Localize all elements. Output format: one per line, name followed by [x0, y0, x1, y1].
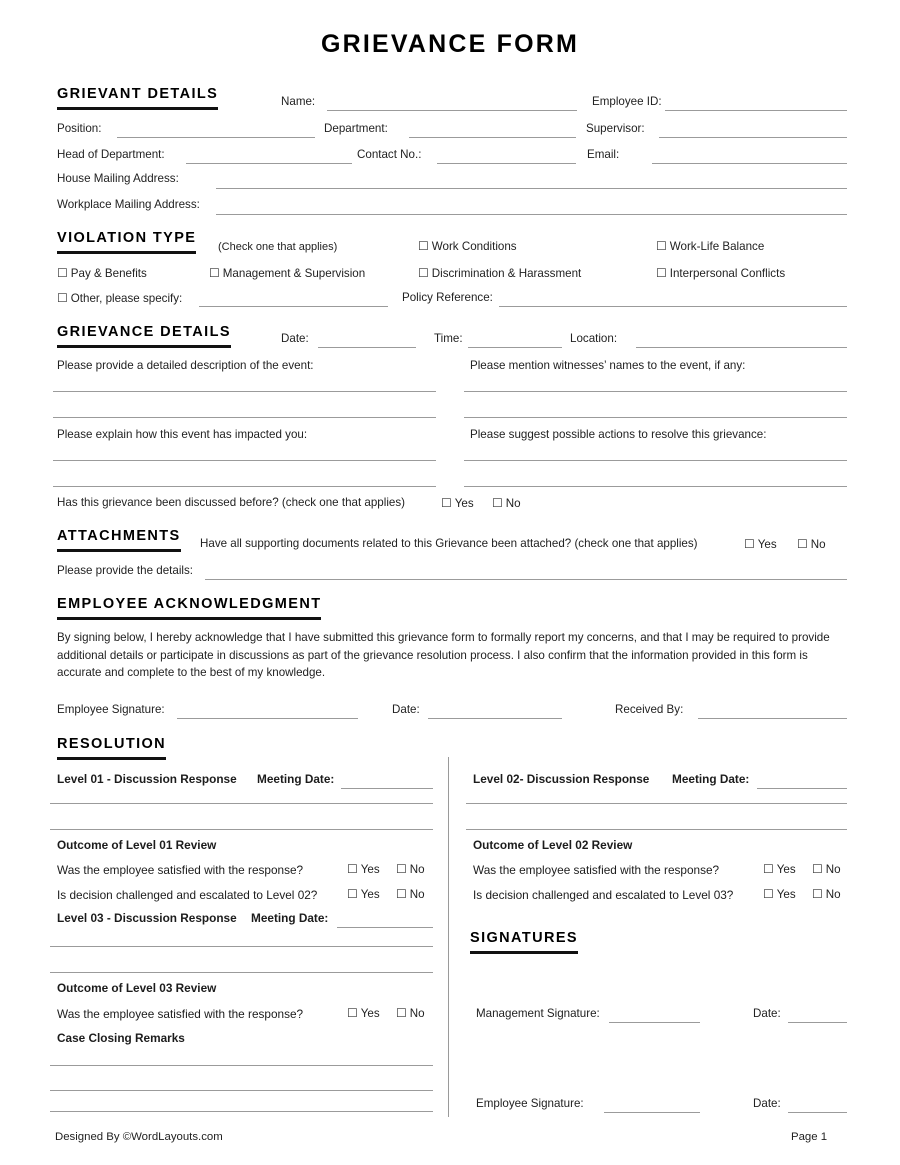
checkbox-level02-satisfied-no[interactable]: [812, 862, 841, 876]
input-policy-reference[interactable]: [499, 306, 847, 307]
checkbox-discrimination-and-harassment[interactable]: [418, 266, 581, 280]
input-email[interactable]: [652, 163, 847, 164]
checkbox-label: Management & Supervision: [222, 267, 366, 280]
checkbox-icon: ☐: [396, 862, 407, 876]
label-grievance-location: Location:: [570, 332, 618, 345]
checkbox-label: No: [409, 1007, 425, 1020]
input-grievance-location[interactable]: [636, 347, 847, 348]
level03-outcome-title: Outcome of Level 03 Review: [57, 981, 217, 995]
input-contact-no[interactable]: [437, 163, 576, 164]
label-attachments-question: Have all supporting documents related to this Grievance been attached? (check one that applies): [200, 537, 698, 550]
checkbox-icon: ☐: [57, 291, 68, 305]
checkbox-other-please-specify[interactable]: [57, 291, 182, 305]
label-signatures-employee-date: Date:: [753, 1097, 781, 1110]
section-heading-violation-type: VIOLATION TYPE: [57, 230, 196, 254]
label-policy-reference: Policy Reference:: [402, 291, 493, 304]
checkbox-label: Pay & Benefits: [70, 267, 147, 280]
label-department: Department:: [324, 122, 388, 135]
label-attachment-details: Please provide the details:: [57, 564, 193, 577]
input-position[interactable]: [117, 137, 315, 138]
checkbox-label: Yes: [757, 538, 777, 551]
checkbox-label: Other, please specify:: [70, 292, 183, 305]
checkbox-label: No: [409, 888, 425, 901]
checkbox-level03-satisfied-yes[interactable]: [347, 1006, 380, 1020]
checkbox-icon: ☐: [57, 266, 68, 280]
checkbox-icon: ☐: [441, 496, 452, 510]
input-witnesses-line-1[interactable]: [464, 391, 847, 392]
level03-question-satisfied: Was the employee satisfied with the response?: [57, 1007, 304, 1021]
checkbox-label: Yes: [776, 863, 796, 876]
checkbox-label: Yes: [360, 888, 380, 901]
checkbox-icon: ☐: [763, 887, 774, 901]
input-management-signature[interactable]: [609, 1022, 700, 1023]
level03-title: Level 03 - Discussion Response: [57, 911, 237, 925]
input-received-by[interactable]: [698, 718, 847, 719]
checkbox-discussed-before-no[interactable]: [492, 496, 521, 510]
label-discussed-before: Has this grievance been discussed before? (check one that applies): [57, 496, 406, 509]
level02-outcome-title: Outcome of Level 02 Review: [473, 838, 633, 852]
checkbox-icon: ☐: [209, 266, 220, 280]
input-level02-response-line-2[interactable]: [466, 829, 847, 830]
prompt-impact: Please explain how this event has impacted you:: [57, 428, 308, 441]
checkbox-label: Yes: [776, 888, 796, 901]
checkbox-level02-escalated-no[interactable]: [812, 887, 841, 901]
checkbox-icon: ☐: [347, 887, 358, 901]
section-heading-grievance-details: GRIEVANCE DETAILS: [57, 324, 231, 348]
checkbox-icon: ☐: [812, 862, 823, 876]
level03-meeting-date-label: Meeting Date:: [251, 911, 329, 925]
input-acknowledgment-date[interactable]: [428, 718, 562, 719]
section-heading-attachments: ATTACHMENTS: [57, 528, 181, 552]
checkbox-label: No: [409, 863, 425, 876]
level01-question-satisfied: Was the employee satisfied with the response?: [57, 863, 304, 877]
input-level01-response-line-2[interactable]: [50, 829, 433, 830]
section-heading-employee-acknowledgment: EMPLOYEE ACKNOWLEDGMENT: [57, 596, 321, 620]
checkbox-icon: ☐: [396, 1006, 407, 1020]
checkbox-label: Interpersonal Conflicts: [669, 267, 786, 280]
checkbox-icon: ☐: [763, 862, 774, 876]
input-supervisor[interactable]: [659, 137, 847, 138]
checkbox-management-and-supervision[interactable]: [209, 266, 365, 280]
checkbox-icon: ☐: [347, 862, 358, 876]
checkbox-icon: ☐: [418, 266, 429, 280]
checkbox-level02-escalated-yes[interactable]: [763, 887, 796, 901]
input-name[interactable]: [327, 110, 577, 111]
checkbox-icon: ☐: [347, 1006, 358, 1020]
checkbox-work-life-balance[interactable]: [656, 239, 764, 253]
label-email: Email:: [587, 148, 620, 161]
checkbox-label: Yes: [360, 1007, 380, 1020]
checkbox-label: Work-Life Balance: [669, 240, 765, 253]
level02-meeting-date-label: Meeting Date:: [672, 772, 750, 786]
label-employee-id: Employee ID:: [592, 95, 662, 108]
input-case-closing-line-2[interactable]: [50, 1090, 433, 1091]
level01-title: Level 01 - Discussion Response: [57, 772, 237, 786]
section-heading-resolution: RESOLUTION: [57, 736, 166, 760]
level02-question-satisfied: Was the employee satisfied with the response?: [473, 863, 720, 877]
checkbox-label: No: [810, 538, 826, 551]
checkbox-level01-satisfied-yes[interactable]: [347, 862, 380, 876]
label-acknowledgment-date: Date:: [392, 703, 420, 716]
checkbox-label: No: [505, 497, 521, 510]
input-actions-line-2[interactable]: [464, 486, 847, 487]
checkbox-attachments-yes[interactable]: [744, 537, 777, 551]
level01-question-escalated: Is decision challenged and escalated to Level 02?: [57, 888, 318, 902]
checkbox-level03-satisfied-no[interactable]: [396, 1006, 425, 1020]
label-management-date: Date:: [753, 1007, 781, 1020]
checkbox-icon: ☐: [812, 887, 823, 901]
prompt-actions: Please suggest possible actions to resolve this grievance:: [470, 428, 767, 441]
input-witnesses-line-2[interactable]: [464, 417, 847, 418]
label-supervisor: Supervisor:: [586, 122, 645, 135]
label-grievance-time: Time:: [434, 332, 463, 345]
input-workplace-mailing-address[interactable]: [216, 214, 847, 215]
input-management-date[interactable]: [788, 1022, 847, 1023]
checkbox-icon: ☐: [418, 239, 429, 253]
input-other-specify[interactable]: [199, 306, 388, 307]
input-impact-line-2[interactable]: [53, 486, 436, 487]
acknowledgment-paragraph: By signing below, I hereby acknowledge that I have submitted this grievance form to formally report my concerns, and that I may be required to provide additional details or participate in discussions as part of the grievance resolution process. I also confirm that the information provided in this form is accurate and complete to the best of my knowledge.: [57, 631, 830, 679]
checkbox-interpersonal-conflicts[interactable]: [656, 266, 785, 280]
checkbox-label: No: [825, 863, 841, 876]
input-level02-meeting-date[interactable]: [757, 788, 847, 789]
checkbox-label: Work Conditions: [431, 240, 517, 253]
prompt-description: Please provide a detailed description of the event:: [57, 359, 314, 372]
label-house-mailing-address: House Mailing Address:: [57, 172, 179, 185]
input-level01-response-line-1[interactable]: [50, 803, 433, 804]
checkbox-level02-satisfied-yes[interactable]: [763, 862, 796, 876]
input-grievance-time[interactable]: [468, 347, 562, 348]
input-house-mailing-address[interactable]: [216, 188, 847, 189]
checkbox-pay-and-benefits[interactable]: [57, 266, 147, 280]
label-workplace-mailing-address: Workplace Mailing Address:: [57, 198, 200, 211]
footer-designed-by: Designed By ©WordLayouts.com: [55, 1131, 223, 1143]
section-heading-grievant-details: GRIEVANT DETAILS: [57, 86, 218, 110]
checkbox-label: No: [825, 888, 841, 901]
input-head-of-department[interactable]: [186, 163, 352, 164]
label-position: Position:: [57, 122, 102, 135]
checkbox-work-conditions[interactable]: [418, 239, 517, 253]
input-description-line-2[interactable]: [53, 417, 436, 418]
input-level02-response-line-1[interactable]: [466, 803, 847, 804]
section-heading-signatures: SIGNATURES: [470, 930, 578, 954]
input-case-closing-line-3[interactable]: [50, 1111, 433, 1112]
input-level03-response-line-1[interactable]: [50, 946, 433, 947]
checkbox-label: Discrimination & Harassment: [431, 267, 582, 280]
checkbox-level01-satisfied-no[interactable]: [396, 862, 425, 876]
input-signatures-employee-date[interactable]: [788, 1112, 847, 1113]
input-attachment-details[interactable]: [205, 579, 847, 580]
checkbox-label: Yes: [454, 497, 474, 510]
checkbox-icon: ☐: [656, 239, 667, 253]
level02-question-escalated: Is decision challenged and escalated to Level 03?: [473, 888, 734, 902]
checkbox-level01-escalated-yes[interactable]: [347, 887, 380, 901]
input-case-closing-line-1[interactable]: [50, 1065, 433, 1066]
label-employee-signature: Employee Signature:: [57, 703, 165, 716]
input-level03-meeting-date[interactable]: [337, 927, 433, 928]
page-title: GRIEVANCE FORM: [320, 30, 580, 58]
checkbox-attachments-no[interactable]: [797, 537, 826, 551]
case-closing-remarks-title: Case Closing Remarks: [57, 1031, 185, 1045]
level02-title: Level 02- Discussion Response: [473, 772, 650, 786]
label-grievance-date: Date:: [281, 332, 309, 345]
checkbox-icon: ☐: [797, 537, 808, 551]
input-description-line-1[interactable]: [53, 391, 436, 392]
input-impact-line-1[interactable]: [53, 460, 436, 461]
input-level01-meeting-date[interactable]: [341, 788, 433, 789]
resolution-column-divider: [448, 757, 449, 1117]
checkbox-label: Yes: [360, 863, 380, 876]
input-grievance-date[interactable]: [318, 347, 416, 348]
checkbox-icon: ☐: [744, 537, 755, 551]
input-employee-id[interactable]: [665, 110, 847, 111]
checkbox-icon: ☐: [656, 266, 667, 280]
checkbox-discussed-before-yes[interactable]: [441, 496, 474, 510]
label-head-of-department: Head of Department:: [57, 148, 165, 161]
label-name: Name:: [281, 95, 316, 108]
label-contact-no: Contact No.:: [357, 148, 422, 161]
input-level03-response-line-2[interactable]: [50, 972, 433, 973]
level01-outcome-title: Outcome of Level 01 Review: [57, 838, 217, 852]
level01-meeting-date-label: Meeting Date:: [257, 772, 335, 786]
violation-type-instruction: (Check one that applies): [218, 241, 338, 253]
label-received-by: Received By:: [615, 703, 684, 716]
input-department[interactable]: [409, 137, 576, 138]
prompt-witnesses: Please mention witnesses’ names to the event, if any:: [470, 359, 746, 372]
label-signatures-employee-signature: Employee Signature:: [476, 1097, 584, 1110]
input-signatures-employee-signature[interactable]: [604, 1112, 700, 1113]
input-actions-line-1[interactable]: [464, 460, 847, 461]
checkbox-icon: ☐: [396, 887, 407, 901]
label-management-signature: Management Signature:: [476, 1007, 600, 1020]
footer-page-number: Page 1: [791, 1131, 828, 1143]
input-employee-signature[interactable]: [177, 718, 358, 719]
checkbox-icon: ☐: [492, 496, 503, 510]
checkbox-level01-escalated-no[interactable]: [396, 887, 425, 901]
